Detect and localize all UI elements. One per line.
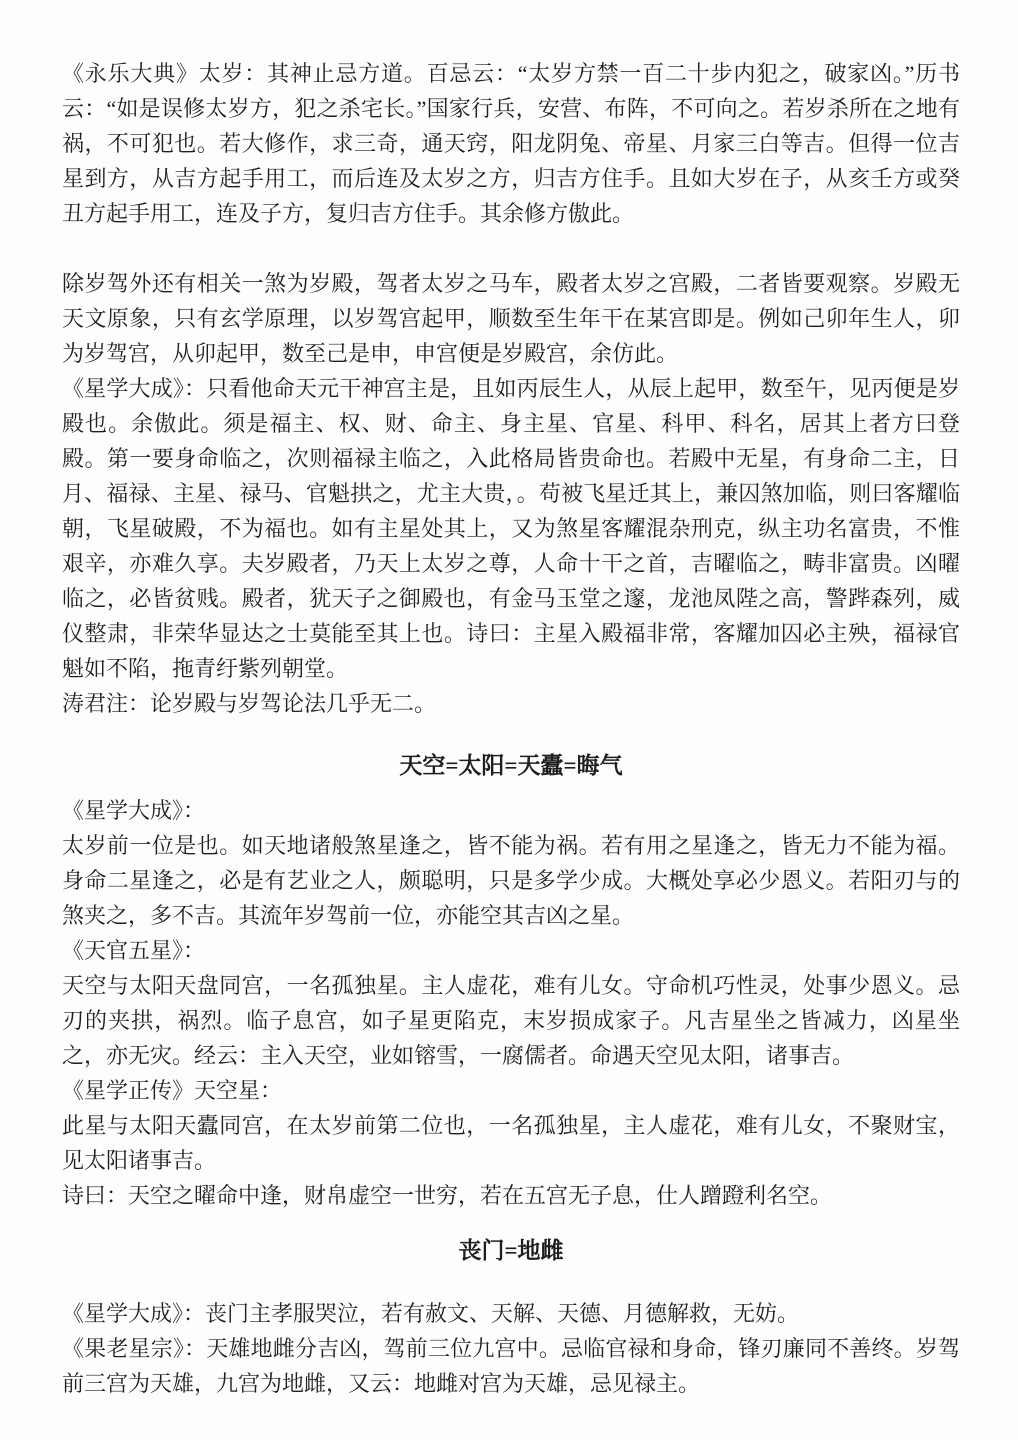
paragraph-suidian-intro: 除岁驾外还有相关一煞为岁殿，驾者太岁之马车，殿者太岁之宫殿，二者皆要观察。岁殿无天文原象，只有玄学原理，以岁驾宫起甲，顺数至生年干在某宫即是。例如己卯年生人，卯为岁驾宫，从卯起甲，数至己是申，申宫便是岁殿宫，余仿此。: [62, 271, 960, 366]
paragraph-taojun-note: 涛君注：论岁殿与岁驾论法几乎无二。: [62, 691, 437, 716]
paragraph-source-tianguan-wuxing: 《天官五星》：: [62, 938, 206, 963]
paragraph-source-xingxue-dacheng: 《星学大成》：: [62, 798, 206, 823]
paragraph-tiankong-poem: 诗曰：天空之曜命中逢，财帛虚空一世穷，若在五宫无子息，仕人蹭蹬利名空。: [62, 1183, 833, 1208]
paragraph-tiankong-xingxue-zhengchuan: 此星与太阳天蠹同宫，在太岁前第二位也，一名孤独星，主人虚花，难有儿女，不聚财宝，见太阳诸事吉。: [62, 1113, 960, 1173]
paragraph-sangmen-xingxue-dacheng: 《星学大成》：丧门主孝服哭泣，若有赦文、天解、天德、月德解救，无妨。: [62, 1301, 800, 1326]
paragraph-tiankong-xingxue-dacheng: 太岁前一位是也。如天地诸般煞星逢之，皆不能为祸。若有用之星逢之，皆无力不能为福。身命二星逢之，必是有艺业之人，颇聪明，只是多学少成。大概处享必少恩义。若阳刃与的煞夹之，多不吉。其流年岁驾前一位，亦能空其吉凶之星。: [62, 833, 960, 928]
paragraph-tiankong-tianguan-wuxing: 天空与太阳天盘同宫，一名孤独星。主人虚花，难有儿女。守命机巧性灵，处事少恩义。忌刃的夹拱，祸烈。临子息宫，如子星更陷克，末岁损成家子。凡吉星坐之皆减力，凶星坐之，亦无灾。经云：主入天空，业如镕雪，一腐儒者。命遇天空见太阳，诸事吉。: [62, 973, 960, 1068]
paragraph-source-xingxue-zhengchuan: 《星学正传》天空星：: [62, 1078, 283, 1103]
section-heading-sangmen: 丧门=地雌: [458, 1238, 564, 1263]
paragraph-yongle-dadian-taisui: 《永乐大典》太岁：其神止忌方道。百忌云：“太岁方禁一百二十步内犯之，破家凶。”历书云：“如是误修太岁方，犯之杀宅长。”国家行兵，安营、布阵，不可向之。若岁杀所在之地有祸，不可犯也。若大修作，求三奇，通天窍，阳龙阴兔、帝星、月家三白等吉。但得一位吉星到方，从吉方起手用工，而后连及太岁之方，归吉方住手。且如大岁在子，从亥壬方或癸丑方起手用工，连及子方，复归吉方住手。其余修方傲此。: [62, 61, 960, 226]
section-heading-tiankong: 天空=太阳=天蠹=晦气: [399, 753, 623, 778]
paragraph-xingxue-dacheng-suidian: 《星学大成》：只看他命天元干神宫主是，且如丙辰生人，从辰上起甲，数至午，见丙便是岁殿也。余傲此。须是福主、权、财、命主、身主星、官星、科甲、科名，居其上者方曰登殿。第一要身命临之，次则福禄主临之，入此格局皆贵命也。若殿中无星，有身命二主，日月、福禄、主星、禄马、官魁拱之，尤主大贵，。苟被飞星迁其上，兼囚煞加临，则曰客耀临朝，飞星破殿，不为福也。如有主星处其上，又为煞星客耀混杂刑克，纵主功名富贵，不惟艰辛，亦难久享。夫岁殿者，乃天上太岁之尊，人命十干之首，吉曜临之，畴非富贵。凶曜临之，必皆贫贱。殿者，犹天子之御殿也，有金马玉堂之邃，龙池凤陛之高，警跸森列，威仪整肃，非荣华显达之士莫能至其上也。诗曰：主星入殿福非常，客耀加囚必主殃，福禄官魁如不陷，拖青纡紫列朝堂。: [62, 376, 960, 681]
paragraph-sangmen-guolao-xingzong: 《果老星宗》：天雄地雌分吉凶，驾前三位九宫中。忌临官禄和身命，锋刃廉同不善终。岁驾前三宫为天雄，九宫为地雌，又云：地雌对宫为天雄，忌见禄主。: [62, 1336, 960, 1396]
